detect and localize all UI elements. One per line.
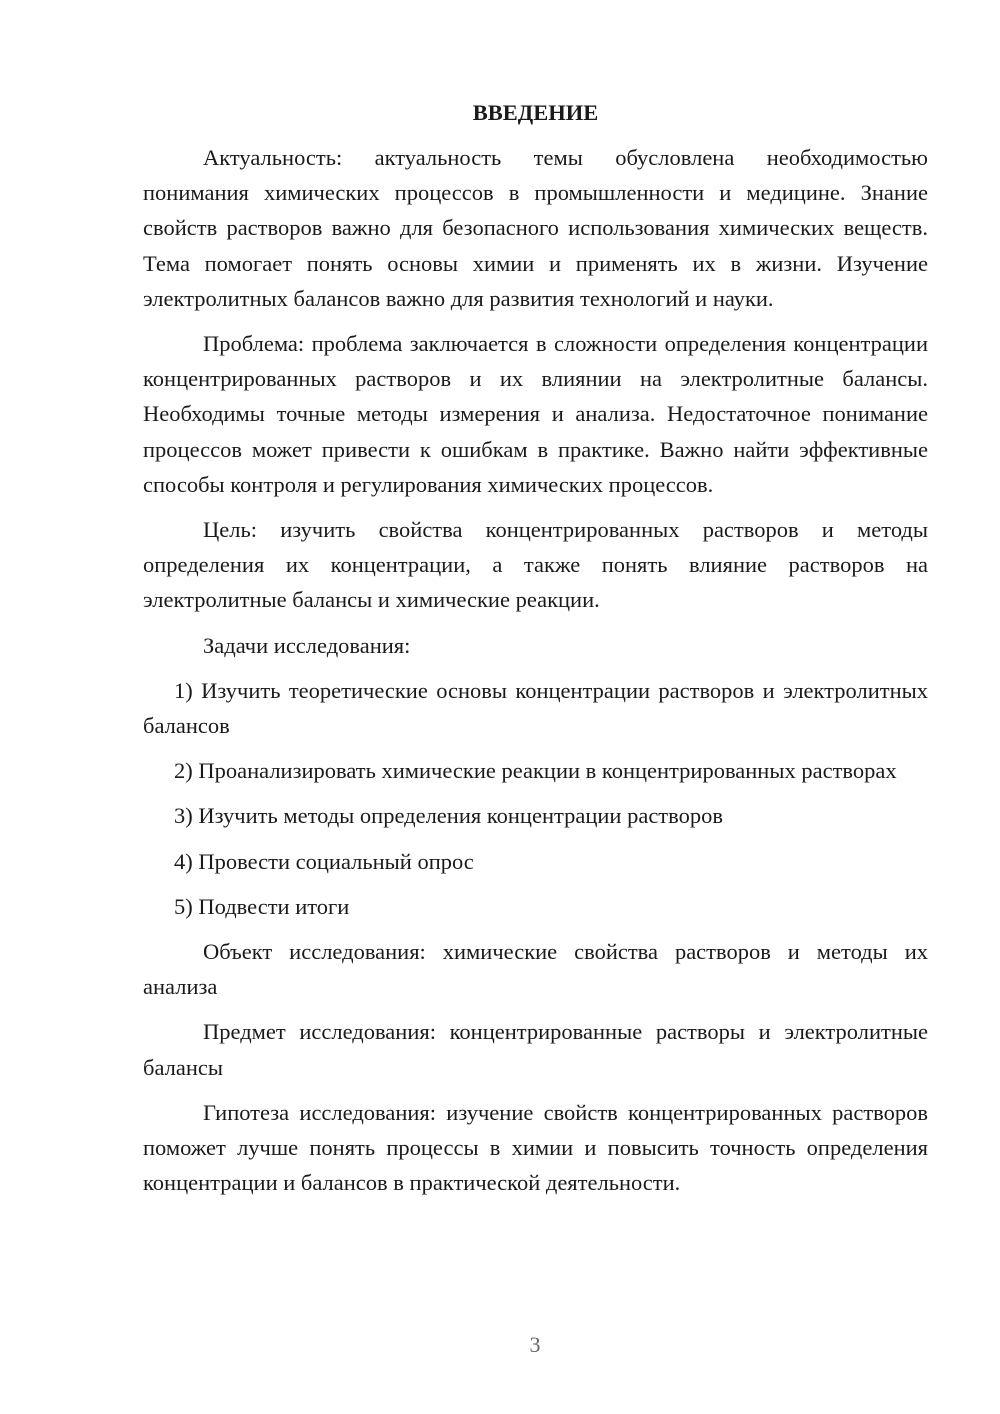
paragraph-object: Объект исследования: химические свойства растворов и методы их анализа [143, 939, 928, 1000]
page-number: 3 [529, 1332, 541, 1357]
task-item-1: 1) Изучить теоретические основы концентрации растворов и электролитных балансов [143, 677, 928, 739]
paragraph-tasks-heading: Задачи исследования: [203, 632, 411, 658]
paragraph-problem: Проблема: проблема заключается в сложности определения концентрации концентрированных растворов и их влиянии на электролитные балансы. Необходимы точные методы измерения и анализа. Недостаточное понимание процессов может привести к ошибкам в практике. Важно найти эффективные способы контроля и регулирования химических процессов. [143, 331, 928, 497]
task-item-2: 2) Проанализировать химические реакции в концентрированных растворах [174, 758, 897, 784]
paragraph-goal: Цель: изучить свойства концентрированных растворов и методы определения их концентрации, а также понять влияние растворов на электролитные балансы и химические реакции. [143, 517, 928, 613]
paragraph-hypothesis: Гипотеза исследования: изучение свойств концентрированных растворов поможет лучше понять процессы в химии и повысить точность определения концентрации и балансов в практической деятельности. [143, 1099, 928, 1196]
task-item-5: 5) Подвести итоги [174, 893, 350, 919]
section-title: ВВЕДЕНИЕ [472, 100, 599, 125]
task-item-4: 4) Провести социальный опрос [174, 848, 474, 874]
paragraph-subject: Предмет исследования: концентрированные растворы и электролитные балансы [143, 1019, 928, 1080]
task-item-3: 3) Изучить методы определения концентрации растворов [174, 803, 723, 829]
document-page [143, 95, 928, 1210]
paragraph-relevance: Актуальность: актуальность темы обусловлена необходимостью понимания химических процессов в промышленности и медицине. Знание свойств растворов важно для безопасного использования химических веществ. Тема помогает понять основы химии и применять их в жизни. Изучение электролитных балансов важно для развития технологий и науки. [143, 145, 928, 311]
